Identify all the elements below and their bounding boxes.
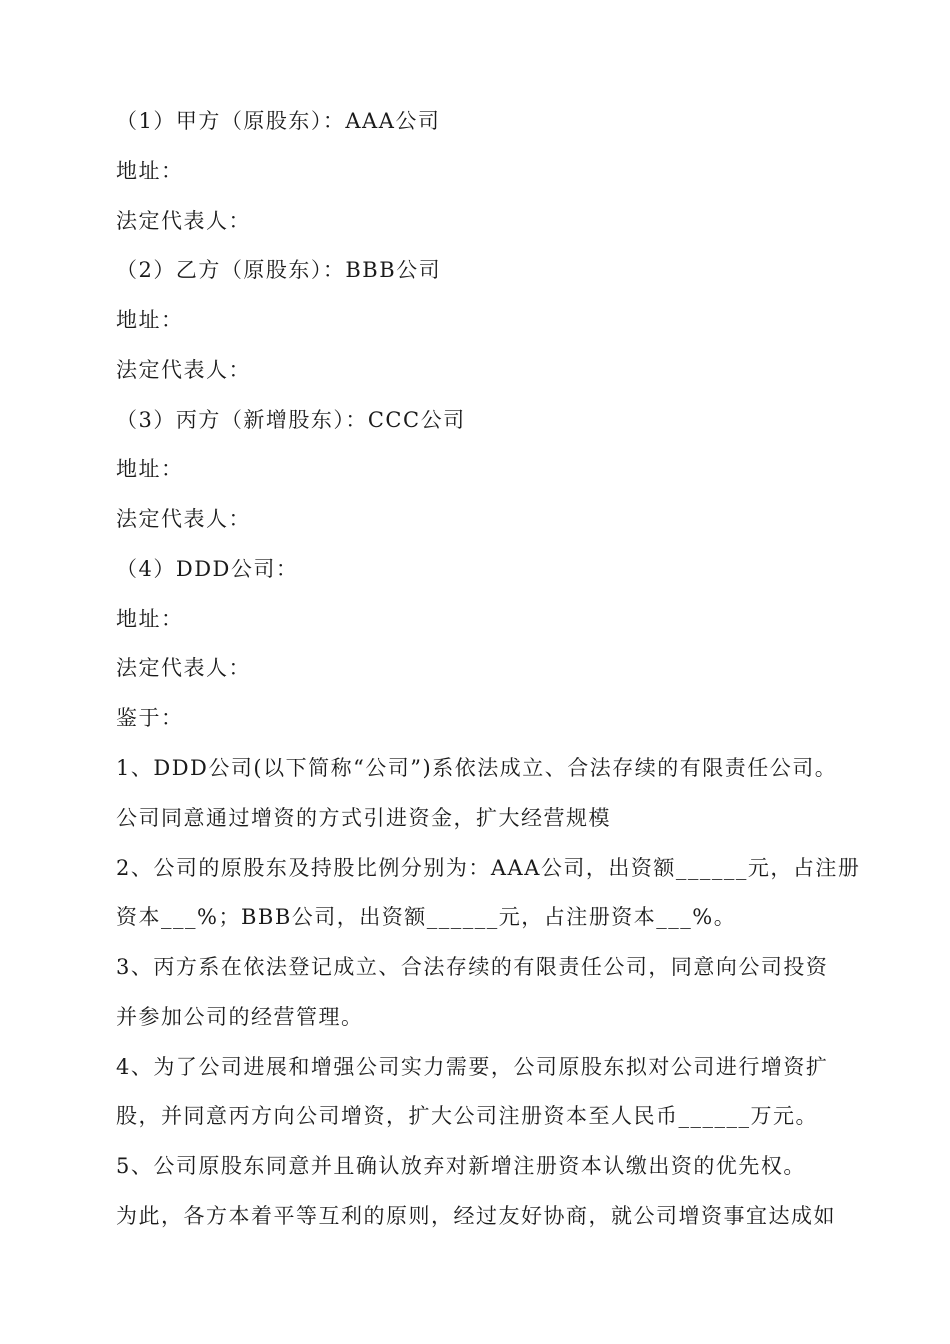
recital-2-line-1: 2、公司的原股东及持股比例分别为：AAA公司，出资额______元，占注册	[116, 856, 861, 880]
party-c-address-label: 地址：	[116, 457, 184, 481]
recital-5-line-1: 5、公司原股东同意并且确认放弃对新增注册资本认缴出资的优先权。	[116, 1154, 806, 1178]
party-a-representative-label: 法定代表人：	[116, 209, 251, 233]
party-a-heading: （1）甲方（原股东）：AAA公司	[116, 109, 441, 133]
party-d-representative-label: 法定代表人：	[116, 656, 251, 680]
recital-1-line-1: 1、DDD公司(以下简称“公司”)系依法成立、合法存续的有限责任公司。	[116, 756, 838, 780]
closing-paragraph-line-1: 为此，各方本着平等互利的原则，经过友好协商，就公司增资事宜达成如	[116, 1204, 836, 1228]
recital-3-line-2: 并参加公司的经营管理。	[116, 1005, 364, 1029]
party-d-address-label: 地址：	[116, 607, 184, 631]
party-d-heading: （4）DDD公司：	[116, 557, 299, 581]
recital-3-line-1: 3、丙方系在依法登记成立、合法存续的有限责任公司，同意向公司投资	[116, 955, 829, 979]
recital-1-line-2: 公司同意通过增资的方式引进资金，扩大经营规模	[116, 806, 611, 830]
party-c-representative-label: 法定代表人：	[116, 507, 251, 531]
recital-4-line-1: 4、为了公司进展和增强公司实力需要，公司原股东拟对公司进行增资扩	[116, 1055, 829, 1079]
party-b-representative-label: 法定代表人：	[116, 358, 251, 382]
recital-4-line-2: 股，并同意丙方向公司增资，扩大公司注册资本至人民币______万元。	[116, 1104, 818, 1128]
recital-2-line-2: 资本___%；BBB公司，出资额______元，占注册资本___%。	[116, 905, 737, 929]
party-b-heading: （2）乙方（原股东）：BBB公司	[116, 258, 442, 282]
party-a-address-label: 地址：	[116, 159, 184, 183]
party-c-heading: （3）丙方（新增股东）：CCC公司	[116, 408, 466, 432]
party-b-address-label: 地址：	[116, 308, 184, 332]
whereas-heading: 鉴于：	[116, 706, 184, 730]
